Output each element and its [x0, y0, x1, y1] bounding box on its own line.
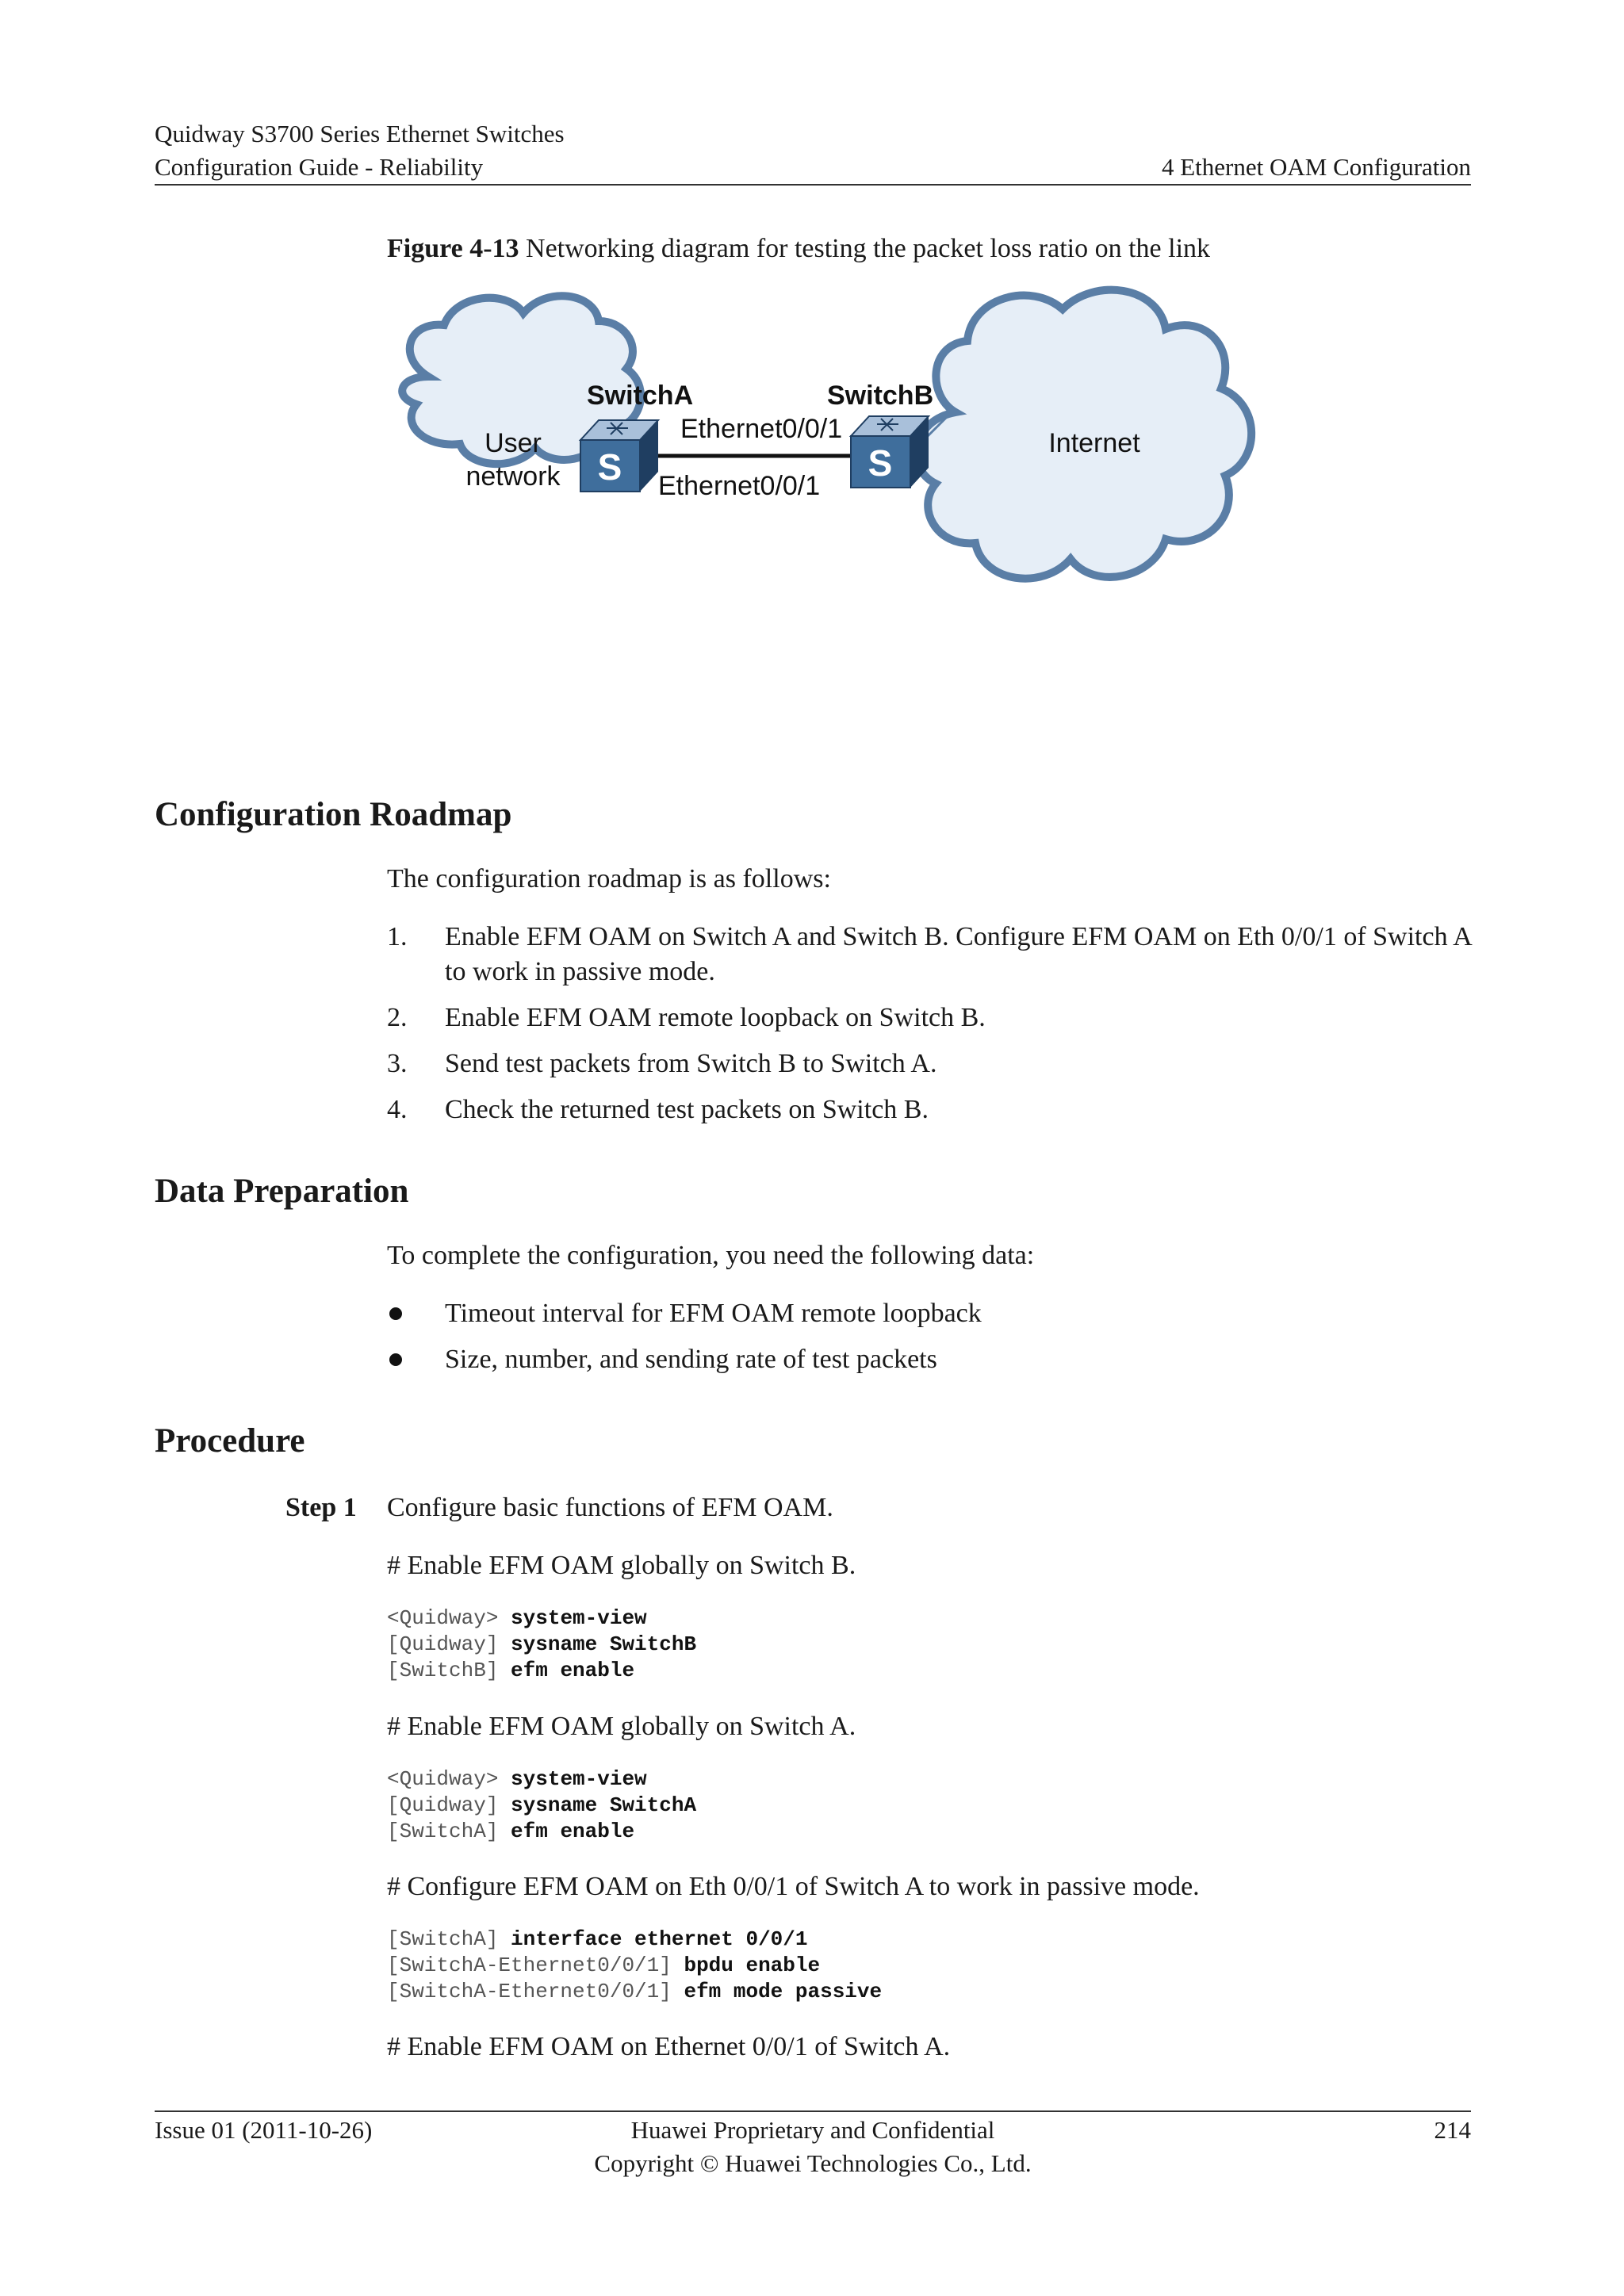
port-label-switchb: Ethernet0/0/1 — [680, 414, 843, 444]
procedure-note-3: # Configure EFM OAM on Eth 0/0/1 of Switch A to work in passive mode. — [387, 1872, 1200, 1901]
list-item: Size, number, and sending rate of test packets — [387, 1342, 1481, 1377]
data-prep-intro: To complete the configuration, you need the following data: — [387, 1241, 1035, 1270]
footer-issue: Issue 01 (2011-10-26) — [155, 2116, 373, 2144]
switch-a-letter: S — [597, 446, 622, 488]
list-item: 1. Enable EFM OAM on Switch A and Switch B. Configure EFM OAM on Eth 0/0/1 of Switch A to work in passive mode. — [387, 922, 1471, 986]
procedure-note-2: # Enable EFM OAM globally on Switch A. — [387, 1712, 856, 1741]
switch-b-letter: S — [868, 442, 893, 484]
header-row — [155, 151, 1471, 184]
step-label: Step 1 — [285, 1493, 357, 1522]
switch-a-label: SwitchA — [587, 381, 694, 411]
switch-a-icon — [580, 420, 658, 492]
step-text: Configure basic functions of EFM OAM. — [387, 1493, 833, 1522]
header-product: Quidway S3700 Series Ethernet Switches — [155, 120, 565, 147]
section-heading-roadmap: Configuration Roadmap — [155, 796, 512, 833]
internet-label: Internet — [1048, 428, 1140, 458]
figure-caption-text: Networking diagram for testing the packet loss ratio on the link — [526, 234, 1211, 263]
section-heading-procedure: Procedure — [155, 1422, 305, 1460]
section-heading-data-preparation: Data Preparation — [155, 1173, 409, 1210]
switch-b-icon — [851, 416, 929, 488]
procedure-note-4: # Enable EFM OAM on Ethernet 0/0/1 of Switch A. — [387, 2032, 951, 2061]
list-item: 2. Enable EFM OAM remote loopback on Switch B. — [387, 1003, 986, 1032]
user-network-label-line2: network — [465, 461, 561, 492]
page-header — [155, 117, 1471, 184]
page-number: 214 — [1434, 2116, 1471, 2144]
header-divider — [155, 184, 1471, 186]
list-item: 4. Check the returned test packets on Switch B. — [387, 1095, 929, 1124]
code-block-3: [SwitchA] interface ethernet 0/0/1 [SwitchA-Ethernet0/0/1] bpdu enable [SwitchA-Ethernet0/0/1] efm mode passive — [387, 1927, 883, 2003]
footer-divider — [155, 2110, 1471, 2112]
figure-label: Figure 4-13 — [387, 234, 519, 263]
user-network-label-line1: User — [485, 428, 542, 458]
figure-caption — [387, 232, 1210, 266]
procedure-note-1: # Enable EFM OAM globally on Switch B. — [387, 1551, 856, 1580]
header-guide-title: Configuration Guide - Reliability — [155, 153, 484, 181]
bullet-icon — [387, 1296, 445, 1331]
bullet-icon — [387, 1342, 445, 1377]
network-diagram — [381, 277, 1300, 618]
roadmap-list — [387, 920, 1481, 1138]
roadmap-intro: The configuration roadmap is as follows: — [387, 864, 831, 894]
port-label-switcha: Ethernet0/0/1 — [658, 471, 821, 501]
footer-confidentiality: Huawei Proprietary and Confidential Copyright © Huawei Technologies Co., Ltd. — [594, 2116, 1032, 2177]
header-chapter-title: 4 Ethernet OAM Configuration — [1161, 153, 1471, 181]
list-item: 3. Send test packets from Switch B to Switch A. — [387, 1049, 937, 1078]
data-prep-list — [387, 1296, 1481, 1388]
list-item: Timeout interval for EFM OAM remote loopback — [387, 1296, 1481, 1331]
switch-b-label: SwitchB — [827, 381, 934, 411]
code-block-2: <Quidway> system-view [Quidway] sysname SwitchA [SwitchA] efm enable — [387, 1767, 697, 1843]
code-block-1: <Quidway> system-view [Quidway] sysname SwitchB [SwitchB] efm enable — [387, 1606, 697, 1682]
